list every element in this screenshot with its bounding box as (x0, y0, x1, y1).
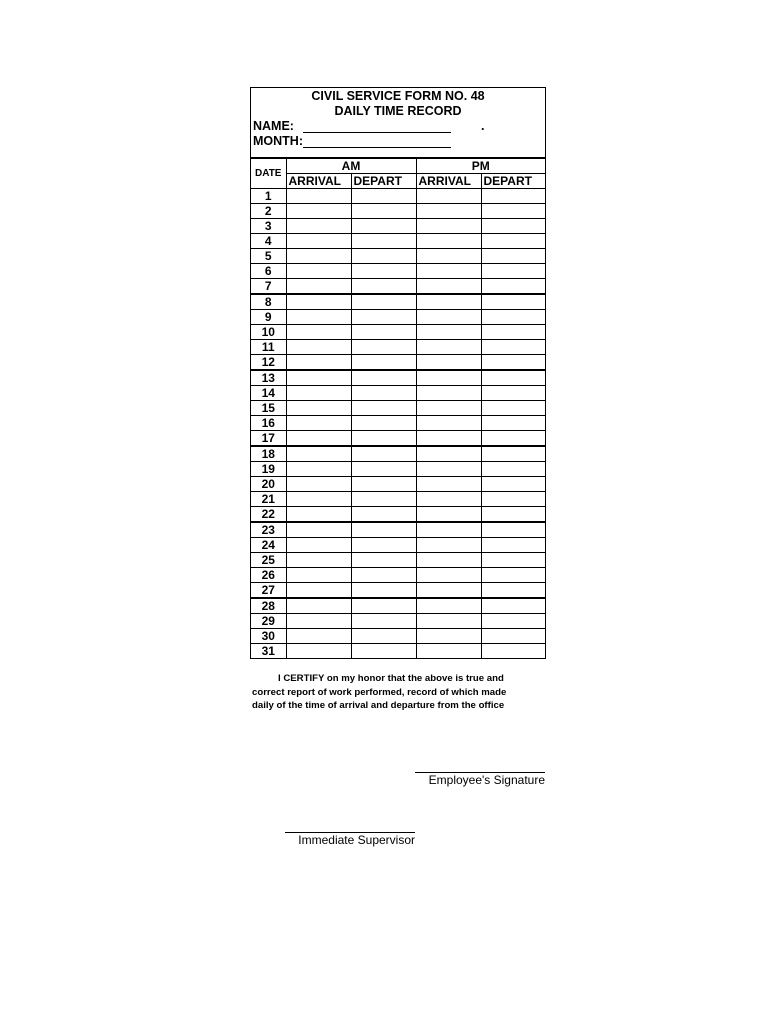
am-depart-cell[interactable] (351, 234, 416, 249)
certification-line: daily of the time of arrival and departure from the office (252, 700, 505, 711)
am-arrival-cell[interactable] (286, 614, 351, 629)
pm-depart-cell[interactable] (481, 370, 545, 386)
pm-depart-cell[interactable] (481, 477, 545, 492)
am-depart-cell[interactable] (351, 568, 416, 583)
am-depart-cell[interactable] (351, 189, 416, 204)
month-field (251, 134, 545, 149)
pm-depart-cell[interactable] (481, 614, 545, 629)
date-row (251, 355, 545, 371)
pm-arrival-cell[interactable] (416, 644, 481, 659)
am-depart-cell[interactable] (351, 583, 416, 599)
am-arrival-cell[interactable] (286, 507, 351, 523)
date-cell: 30 (251, 629, 286, 644)
am-depart-cell[interactable] (351, 264, 416, 279)
pm-depart-cell[interactable] (481, 294, 545, 310)
form-number-title: CIVIL SERVICE FORM NO. 48 (311, 89, 485, 103)
date-cell: 11 (251, 340, 286, 355)
date-row (251, 583, 545, 599)
pm-depart-cell[interactable] (481, 249, 545, 264)
date-row (251, 249, 545, 264)
pm-depart-cell[interactable] (481, 462, 545, 477)
am-depart-cell[interactable] (351, 629, 416, 644)
pm-depart-cell[interactable] (481, 538, 545, 553)
pm-arrival-cell[interactable] (416, 340, 481, 355)
employee-signature-label: Employee's Signature (428, 773, 545, 787)
date-cell: 9 (251, 310, 286, 325)
pm-arrival-cell[interactable] (416, 462, 481, 477)
pm-arrival-cell[interactable] (416, 219, 481, 234)
date-cell: 17 (251, 431, 286, 447)
pm-depart-cell[interactable] (481, 234, 545, 249)
date-row (251, 477, 545, 492)
pm-arrival-cell[interactable] (416, 416, 481, 431)
date-row (251, 568, 545, 583)
am-arrival-cell[interactable] (286, 598, 351, 614)
am-depart-cell[interactable] (351, 294, 416, 310)
am-arrival-cell[interactable] (286, 431, 351, 447)
date-row (251, 340, 545, 355)
am-arrival-cell[interactable] (286, 204, 351, 219)
pm-depart-cell[interactable] (481, 568, 545, 583)
am-depart-cell[interactable] (351, 492, 416, 507)
am-depart-header: DEPART (351, 174, 416, 189)
date-cell: 24 (251, 538, 286, 553)
am-arrival-cell[interactable] (286, 568, 351, 583)
am-arrival-cell[interactable] (286, 189, 351, 204)
month-line[interactable] (303, 147, 451, 148)
name-line[interactable] (303, 132, 451, 133)
am-arrival-header: ARRIVAL (286, 174, 351, 189)
date-cell: 7 (251, 279, 286, 295)
pm-arrival-cell[interactable] (416, 279, 481, 295)
pm-arrival-cell[interactable] (416, 598, 481, 614)
pm-arrival-cell[interactable] (416, 264, 481, 279)
am-depart-cell[interactable] (351, 325, 416, 340)
date-cell: 6 (251, 264, 286, 279)
time-record-table (251, 159, 545, 658)
date-column-header: DATE (251, 159, 286, 189)
pm-arrival-cell[interactable] (416, 386, 481, 401)
am-depart-cell[interactable] (351, 401, 416, 416)
supervisor-signature-block (285, 832, 415, 847)
pm-depart-cell[interactable] (481, 386, 545, 401)
am-arrival-cell[interactable] (286, 234, 351, 249)
date-row (251, 310, 545, 325)
pm-depart-cell[interactable] (481, 279, 545, 295)
pm-arrival-cell[interactable] (416, 401, 481, 416)
date-cell: 12 (251, 355, 286, 371)
am-depart-cell[interactable] (351, 249, 416, 264)
date-cell: 15 (251, 401, 286, 416)
name-label: NAME: (253, 119, 294, 133)
pm-depart-cell[interactable] (481, 507, 545, 523)
am-arrival-cell[interactable] (286, 401, 351, 416)
am-arrival-cell[interactable] (286, 553, 351, 568)
supervisor-signature-label: Immediate Supervisor (298, 833, 415, 847)
pm-depart-cell[interactable] (481, 310, 545, 325)
pm-depart-cell[interactable] (481, 644, 545, 659)
am-arrival-cell[interactable] (286, 370, 351, 386)
date-cell: 8 (251, 294, 286, 310)
am-depart-cell[interactable] (351, 598, 416, 614)
am-arrival-cell[interactable] (286, 279, 351, 295)
date-row (251, 370, 545, 386)
pm-arrival-cell[interactable] (416, 249, 481, 264)
date-row (251, 553, 545, 568)
pm-arrival-cell[interactable] (416, 553, 481, 568)
pm-depart-cell[interactable] (481, 583, 545, 599)
date-cell: 10 (251, 325, 286, 340)
date-row (251, 538, 545, 553)
time-record-body (251, 189, 545, 659)
pm-arrival-cell[interactable] (416, 294, 481, 310)
pm-arrival-cell[interactable] (416, 583, 481, 599)
month-label: MONTH: (253, 134, 303, 148)
am-depart-cell[interactable] (351, 219, 416, 234)
pm-depart-cell[interactable] (481, 492, 545, 507)
date-row (251, 204, 545, 219)
employee-signature-block (415, 772, 545, 787)
date-cell: 29 (251, 614, 286, 629)
date-cell: 20 (251, 477, 286, 492)
am-arrival-cell[interactable] (286, 340, 351, 355)
pm-arrival-cell[interactable] (416, 355, 481, 371)
subheader-row (251, 174, 545, 189)
pm-depart-cell[interactable] (481, 629, 545, 644)
pm-depart-cell[interactable] (481, 416, 545, 431)
date-cell: 26 (251, 568, 286, 583)
pm-arrival-cell[interactable] (416, 614, 481, 629)
date-cell: 22 (251, 507, 286, 523)
date-cell: 4 (251, 234, 286, 249)
am-arrival-cell[interactable] (286, 310, 351, 325)
am-depart-cell[interactable] (351, 477, 416, 492)
date-row (251, 446, 545, 462)
pm-depart-cell[interactable] (481, 446, 545, 462)
am-depart-cell[interactable] (351, 553, 416, 568)
form-header (251, 88, 545, 159)
am-depart-cell[interactable] (351, 340, 416, 355)
am-depart-cell[interactable] (351, 462, 416, 477)
date-cell: 27 (251, 583, 286, 599)
date-row (251, 644, 545, 659)
date-row (251, 462, 545, 477)
date-row (251, 325, 545, 340)
date-row (251, 522, 545, 538)
am-depart-cell[interactable] (351, 614, 416, 629)
am-depart-cell[interactable] (351, 416, 416, 431)
date-row (251, 401, 545, 416)
am-arrival-cell[interactable] (286, 294, 351, 310)
date-row (251, 386, 545, 401)
date-cell: 3 (251, 219, 286, 234)
date-row (251, 431, 545, 447)
am-arrival-cell[interactable] (286, 629, 351, 644)
date-cell: 25 (251, 553, 286, 568)
pm-depart-cell[interactable] (481, 355, 545, 371)
pm-depart-cell[interactable] (481, 401, 545, 416)
pm-depart-cell[interactable] (481, 204, 545, 219)
date-row (251, 189, 545, 204)
pm-arrival-cell[interactable] (416, 477, 481, 492)
am-depart-cell[interactable] (351, 538, 416, 553)
date-cell: 13 (251, 370, 286, 386)
pm-depart-header: DEPART (481, 174, 545, 189)
date-row (251, 507, 545, 523)
date-cell: 23 (251, 522, 286, 538)
date-cell: 5 (251, 249, 286, 264)
am-arrival-cell[interactable] (286, 416, 351, 431)
am-depart-cell[interactable] (351, 644, 416, 659)
date-row (251, 614, 545, 629)
pm-arrival-header: ARRIVAL (416, 174, 481, 189)
name-field (251, 119, 545, 134)
pm-depart-cell[interactable] (481, 325, 545, 340)
date-cell: 18 (251, 446, 286, 462)
pm-depart-cell[interactable] (481, 219, 545, 234)
date-cell: 28 (251, 598, 286, 614)
pm-arrival-cell[interactable] (416, 370, 481, 386)
pm-depart-cell[interactable] (481, 264, 545, 279)
pm-arrival-cell[interactable] (416, 431, 481, 447)
date-cell: 21 (251, 492, 286, 507)
date-row (251, 294, 545, 310)
date-row (251, 598, 545, 614)
am-arrival-cell[interactable] (286, 477, 351, 492)
pm-depart-cell[interactable] (481, 189, 545, 204)
am-depart-cell[interactable] (351, 355, 416, 371)
am-arrival-cell[interactable] (286, 583, 351, 599)
certification-statement (252, 672, 552, 713)
pm-arrival-cell[interactable] (416, 204, 481, 219)
am-arrival-cell[interactable] (286, 264, 351, 279)
pm-arrival-cell[interactable] (416, 234, 481, 249)
date-cell: 2 (251, 204, 286, 219)
am-depart-cell[interactable] (351, 204, 416, 219)
am-header: AM (286, 159, 416, 174)
pm-header: PM (416, 159, 545, 174)
am-arrival-cell[interactable] (286, 446, 351, 462)
pm-arrival-cell[interactable] (416, 629, 481, 644)
pm-depart-cell[interactable] (481, 522, 545, 538)
am-arrival-cell[interactable] (286, 249, 351, 264)
am-arrival-cell[interactable] (286, 462, 351, 477)
pm-arrival-cell[interactable] (416, 522, 481, 538)
date-row (251, 234, 545, 249)
date-cell: 19 (251, 462, 286, 477)
date-cell: 1 (251, 189, 286, 204)
pm-arrival-cell[interactable] (416, 568, 481, 583)
am-depart-cell[interactable] (351, 310, 416, 325)
am-depart-cell[interactable] (351, 507, 416, 523)
date-cell: 31 (251, 644, 286, 659)
pm-depart-cell[interactable] (481, 598, 545, 614)
date-cell: 14 (251, 386, 286, 401)
am-arrival-cell[interactable] (286, 644, 351, 659)
am-depart-cell[interactable] (351, 431, 416, 447)
pm-arrival-cell[interactable] (416, 189, 481, 204)
certification-line: I CERTIFY on my honor that the above is true and (278, 673, 504, 684)
date-row (251, 629, 545, 644)
date-row (251, 264, 545, 279)
date-cell: 16 (251, 416, 286, 431)
pm-depart-cell[interactable] (481, 431, 545, 447)
am-depart-cell[interactable] (351, 446, 416, 462)
pm-arrival-cell[interactable] (416, 446, 481, 462)
daily-time-record-form (250, 87, 546, 659)
date-row (251, 279, 545, 295)
name-dot: . (481, 119, 485, 133)
form-title: DAILY TIME RECORD (334, 104, 462, 118)
pm-arrival-cell[interactable] (416, 538, 481, 553)
am-depart-cell[interactable] (351, 386, 416, 401)
pm-depart-cell[interactable] (481, 340, 545, 355)
am-arrival-cell[interactable] (286, 538, 351, 553)
pm-depart-cell[interactable] (481, 553, 545, 568)
pm-arrival-cell[interactable] (416, 507, 481, 523)
am-arrival-cell[interactable] (286, 522, 351, 538)
period-header-row (251, 159, 545, 174)
am-arrival-cell[interactable] (286, 492, 351, 507)
am-depart-cell[interactable] (351, 522, 416, 538)
am-arrival-cell[interactable] (286, 219, 351, 234)
am-arrival-cell[interactable] (286, 386, 351, 401)
date-row (251, 219, 545, 234)
am-depart-cell[interactable] (351, 279, 416, 295)
am-depart-cell[interactable] (351, 370, 416, 386)
am-arrival-cell[interactable] (286, 355, 351, 371)
date-row (251, 492, 545, 507)
pm-arrival-cell[interactable] (416, 325, 481, 340)
am-arrival-cell[interactable] (286, 325, 351, 340)
pm-arrival-cell[interactable] (416, 310, 481, 325)
certification-line: correct report of work performed, record of which made (252, 686, 507, 698)
pm-arrival-cell[interactable] (416, 492, 481, 507)
date-row (251, 416, 545, 431)
